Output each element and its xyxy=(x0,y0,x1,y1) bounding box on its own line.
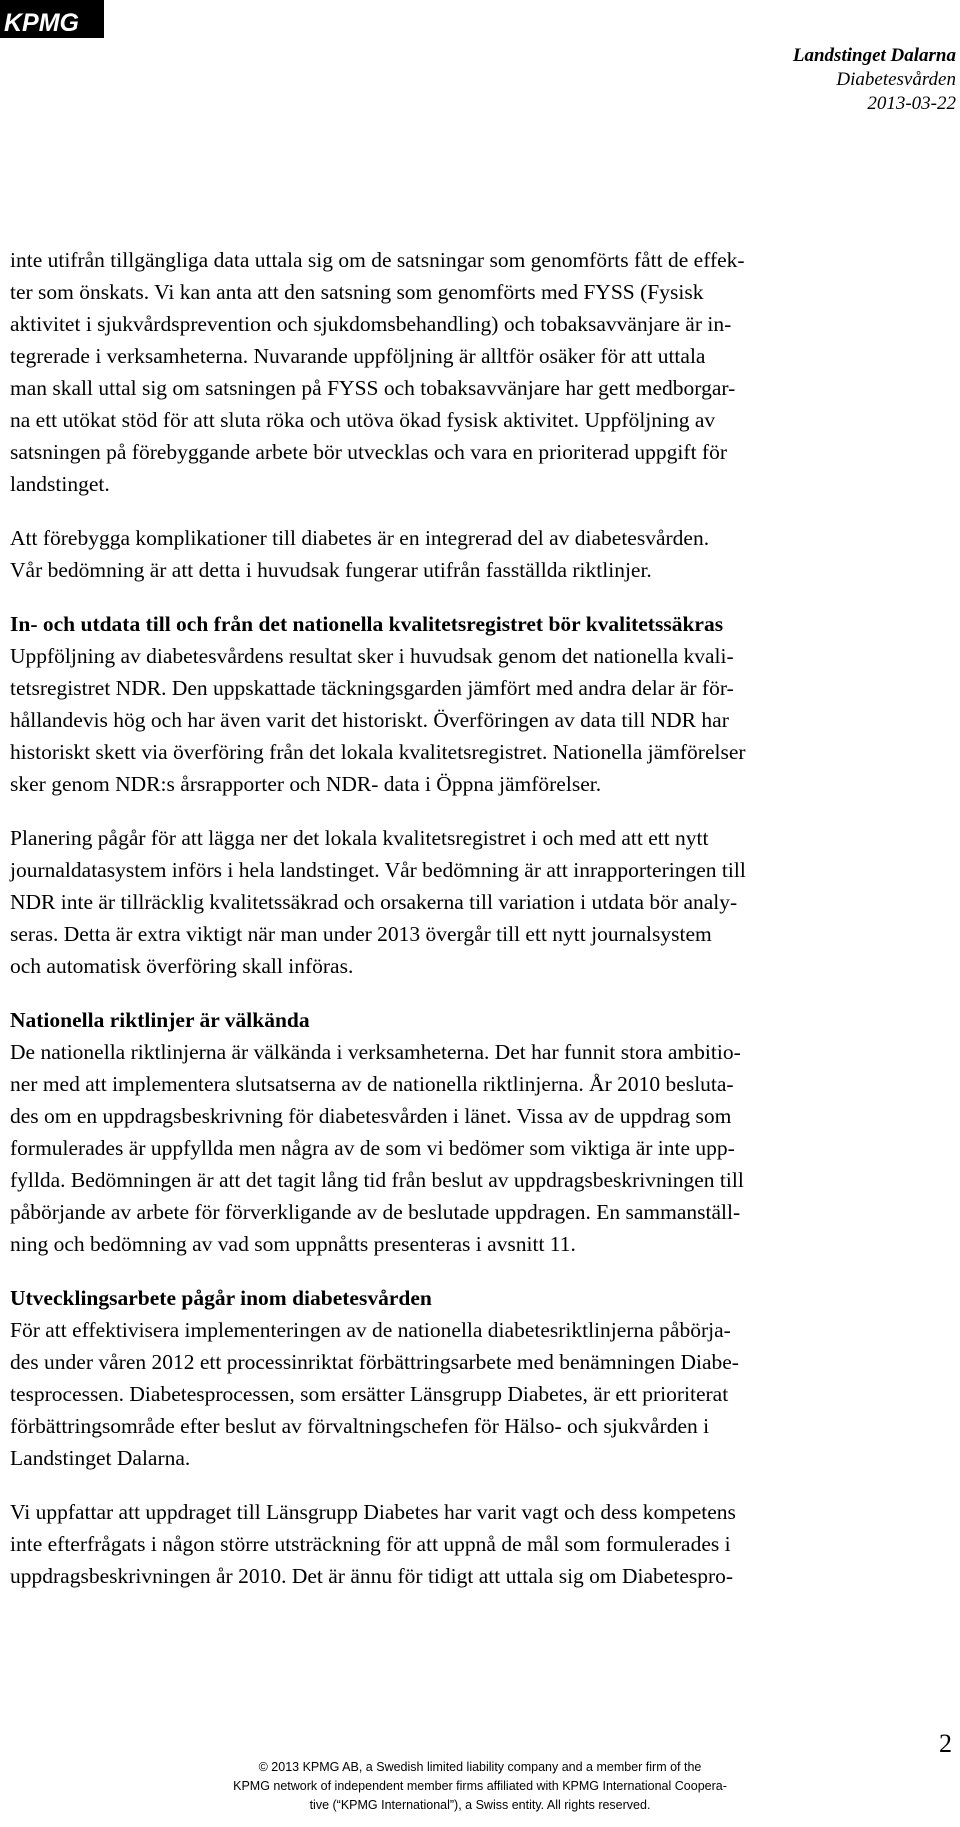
section-heading: Nationella riktlinjer är välkända xyxy=(10,1008,310,1032)
paragraph-line: hållandevis hög och har även varit det historiskt. Överföringen av data till NDR har xyxy=(10,708,729,732)
footer-line: KPMG network of independent member firms affiliated with KPMG International Coopera- xyxy=(233,1779,727,1793)
paragraph-line: journaldatasystem införs i hela landstinget. Vår bedömning är att inrapporteringen till xyxy=(10,858,746,882)
paragraph-line: tesprocessen. Diabetesprocessen, som ersätter Länsgrupp Diabetes, är ett prioriterat xyxy=(10,1382,729,1406)
paragraph-line: inte utifrån tillgängliga data uttala sig om de satsningar som genomförts fått de effek- xyxy=(10,248,745,272)
header-organization: Landstinget Dalarna xyxy=(792,45,956,66)
document-header xyxy=(793,44,956,116)
paragraph xyxy=(10,822,950,982)
paragraph-line: NDR inte är tillräcklig kvalitetssäkrad och orsakerna till variation i utdata bör analy- xyxy=(10,890,738,914)
header-subtitle: Diabetesvården xyxy=(836,69,956,90)
paragraph-line: ning och bedömning av vad som uppnåtts presenteras i avsnitt 11. xyxy=(10,1232,576,1256)
paragraph-line: Vår bedömning är att detta i huvudsak fungerar utifrån fasställda riktlinjer. xyxy=(10,558,652,582)
paragraph-line: tetsregistret NDR. Den uppskattade täckningsgarden jämfört med andra delar är för- xyxy=(10,676,734,700)
paragraph-line: des om en uppdragsbeskrivning för diabetesvården i länet. Vissa av de uppdrag som xyxy=(10,1104,732,1128)
paragraph-line: Vi uppfattar att uppdraget till Länsgrupp Diabetes har varit vagt och dess kompetens xyxy=(10,1500,736,1524)
footer-line: © 2013 KPMG AB, a Swedish limited liability company and a member firm of the xyxy=(258,1760,702,1774)
paragraph-line: satsningen på förebyggande arbete bör utvecklas och vara en prioriterad uppgift för xyxy=(10,440,727,464)
header-date: 2013-03-22 xyxy=(867,93,956,114)
paragraph-line: De nationella riktlinjerna är välkända i verksamheterna. Det har funnit stora ambitio- xyxy=(10,1040,741,1064)
paragraph xyxy=(10,608,950,800)
paragraph xyxy=(10,522,950,586)
paragraph-line: För att effektivisera implementeringen av de nationella diabetesriktlinjerna påbörja- xyxy=(10,1318,731,1342)
paragraph-line: formulerades är uppfyllda men några av de som vi bedömer som viktiga är inte upp- xyxy=(10,1136,735,1160)
paragraph-line: Planering pågår för att lägga ner det lokala kvalitetsregistret i och med att ett nytt xyxy=(10,826,709,850)
document-body xyxy=(10,244,950,1592)
kpmg-logo-text: KPMG xyxy=(4,9,79,37)
paragraph-line: na ett utökat stöd för att sluta röka och utöva ökad fysisk aktivitet. Uppföljning av xyxy=(10,408,716,432)
paragraph-line: ter som önskats. Vi kan anta att den satsning som genomförts med FYSS (Fysisk xyxy=(10,280,704,304)
paragraph-line: ner med att implementera slutsatserna av de nationella riktlinjerna. År 2010 besluta- xyxy=(10,1072,734,1096)
paragraph-line: fyllda. Bedömningen är att det tagit lång tid från beslut av uppdragsbeskrivningen till xyxy=(10,1168,744,1192)
paragraph xyxy=(10,244,950,500)
paragraph-line: man skall uttal sig om satsningen på FYSS och tobaksavvänjare har gett medborgar- xyxy=(10,376,736,400)
paragraph-line: landstinget. xyxy=(10,472,110,496)
paragraph-line: och automatisk överföring skall införas. xyxy=(10,954,354,978)
section-heading: In- och utdata till och från det nationella kvalitetsregistret bör kvalitetssäkras xyxy=(10,612,724,636)
paragraph-line: seras. Detta är extra viktigt när man under 2013 övergår till ett nytt journalsystem xyxy=(10,922,712,946)
paragraph-line: förbättringsområde efter beslut av förvaltningschefen för Hälso- och sjukvården i xyxy=(10,1414,710,1438)
paragraph-line: tegrerade i verksamheterna. Nuvarande uppföljning är alltför osäker för att uttala xyxy=(10,344,706,368)
paragraph-line: Uppföljning av diabetesvårdens resultat sker i huvudsak genom det nationella kvali- xyxy=(10,644,734,668)
paragraph-line: påbörjande av arbete för förverkligande av de beslutade uppdragen. En sammanställ- xyxy=(10,1200,741,1224)
paragraph-line: Att förebygga komplikationer till diabetes är en integrerad del av diabetesvården. xyxy=(10,526,710,550)
paragraph-line: aktivitet i sjukvårdsprevention och sjukdomsbehandling) och tobaksavvänjare är in- xyxy=(10,312,732,336)
paragraph xyxy=(10,1004,950,1260)
paragraph-line: Landstinget Dalarna. xyxy=(10,1446,191,1470)
paragraph-line: des under våren 2012 ett processinriktat förbättringsarbete med benämningen Diabe- xyxy=(10,1350,739,1374)
paragraph-line: sker genom NDR:s årsrapporter och NDR- data i Öppna jämförelser. xyxy=(10,772,602,796)
paragraph-line: inte efterfrågats i någon större utsträckning för att uppnå de mål som formulerades i xyxy=(10,1532,731,1556)
kpmg-logo xyxy=(0,0,104,38)
paragraph xyxy=(10,1496,950,1592)
paragraph-line: uppdragsbeskrivningen år 2010. Det är ännu för tidigt att uttala sig om Diabetespro- xyxy=(10,1564,734,1588)
footer-line: tive (“KPMG International”), a Swiss entity. All rights reserved. xyxy=(309,1798,651,1812)
paragraph-line: historiskt skett via överföring från det lokala kvalitetsregistret. Nationella jämförelser xyxy=(10,740,746,764)
section-heading: Utvecklingsarbete pågår inom diabetesvården xyxy=(10,1286,432,1310)
paragraph xyxy=(10,1282,950,1474)
page-number: 2 xyxy=(939,1729,952,1758)
copyright-footer xyxy=(0,1758,960,1815)
